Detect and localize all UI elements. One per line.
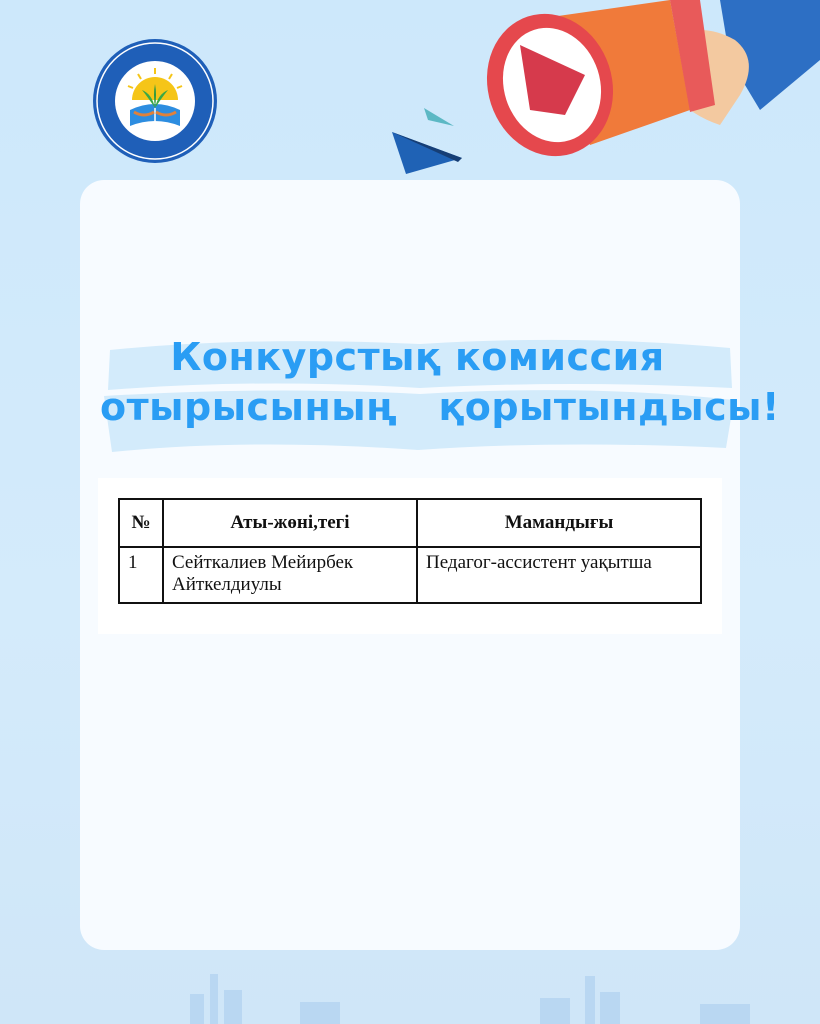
column-header-name: Аты-жөні,тегі — [163, 499, 417, 547]
table-row — [119, 547, 701, 603]
cell-name: Сейткалиев Мейирбек Айткелдиулы — [163, 547, 417, 603]
column-header-specialty: Мамандығы — [417, 499, 701, 547]
table-header-row — [119, 499, 701, 547]
title-line-2: отырысының қорытындысы! — [100, 385, 780, 429]
school-logo — [92, 38, 218, 164]
cell-number: 1 — [119, 547, 163, 603]
column-header-number: № — [119, 499, 163, 547]
paper-shard-decoration — [388, 100, 468, 180]
cell-specialty: Педагог-ассистент уақытша — [417, 547, 701, 603]
announcement-title — [100, 332, 780, 432]
city-skyline-decoration — [0, 964, 820, 1024]
title-line-1: Конкурстық комиссия — [170, 335, 665, 379]
results-table — [118, 498, 702, 604]
megaphone-icon — [470, 0, 820, 175]
